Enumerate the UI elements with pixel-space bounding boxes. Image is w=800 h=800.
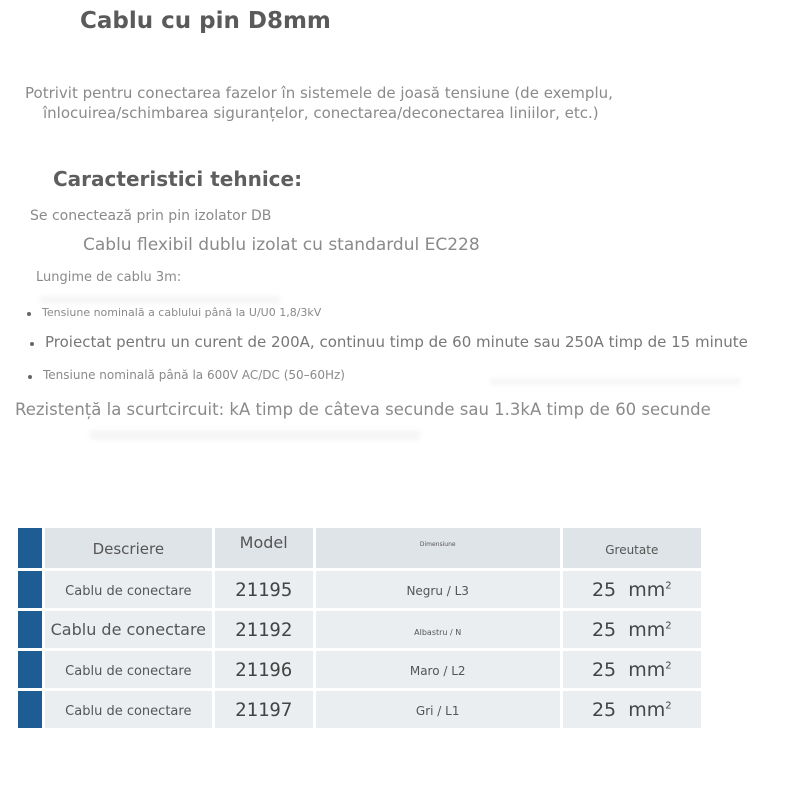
table-header-row xyxy=(18,528,704,571)
faded-text-artifact xyxy=(90,430,420,440)
intro-line-2: înlocuirea/schimbarea siguranțelor, conectarea/deconectarea liniilor, etc.) xyxy=(43,104,599,122)
product-table xyxy=(18,528,704,731)
cell-model: 21196 xyxy=(215,651,316,691)
cell-dimension: Albastru / N xyxy=(316,611,563,651)
table-row xyxy=(18,571,704,611)
cell-weight: 25 $mm^2$ xyxy=(563,651,704,691)
row-accent-bar xyxy=(18,571,45,611)
cell-weight: 25 $mm^2$ xyxy=(563,611,704,651)
header-model: Model xyxy=(215,528,316,571)
spec-item-cable-length: Lungime de cablu 3m: xyxy=(36,270,182,285)
specs-heading: Caracteristici tehnice: xyxy=(53,167,303,191)
cell-description: Cablu de conectare xyxy=(45,611,214,651)
spec-item-insulator-pin: Se conectează prin pin izolator DB xyxy=(30,208,272,224)
faded-text-artifact xyxy=(40,296,280,304)
row-accent-bar xyxy=(18,691,45,731)
table-row xyxy=(18,651,704,691)
cell-model: 21192 xyxy=(215,611,316,651)
header-dimension: Dimensiune xyxy=(316,528,563,571)
page-title: Cablu cu pin D8mm xyxy=(80,8,331,34)
cell-description: Cablu de conectare xyxy=(45,571,214,611)
row-accent-bar xyxy=(18,651,45,691)
table-row xyxy=(18,691,704,731)
cell-dimension: Maro / L2 xyxy=(316,651,563,691)
cell-model: 21195 xyxy=(215,571,316,611)
header-description: Descriere xyxy=(45,528,214,571)
intro-line-1: Potrivit pentru conectarea fazelor în sistemele de joasă tensiune (de exemplu, xyxy=(25,84,613,102)
spec-item-nominal-voltage-cable: Tensiune nominală a cablului până la U/U0 1,8/3kV xyxy=(42,306,322,319)
row-accent-bar xyxy=(18,528,45,571)
spec-item-nominal-voltage: Tensiune nominală până la 600V AC/DC (50–60Hz) xyxy=(43,368,345,382)
cell-weight: 25 $mm^2$ xyxy=(563,571,704,611)
cell-model: 21197 xyxy=(215,691,316,731)
spec-item-rated-current: Proiectat pentru un curent de 200A, continuu timp de 60 minute sau 250A timp de 15 minute xyxy=(45,333,748,351)
faded-text-artifact xyxy=(490,378,740,385)
table-row xyxy=(18,611,704,651)
spec-item-short-circuit: Rezistență la scurtcircuit: kA timp de câteva secunde sau 1.3kA timp de 60 secunde xyxy=(15,400,711,419)
cell-description: Cablu de conectare xyxy=(45,691,214,731)
header-weight: Greutate xyxy=(563,528,704,571)
cell-weight: 25 $mm^2$ xyxy=(563,691,704,731)
spec-item-cable-standard: Cablu flexibil dublu izolat cu standardul EC228 xyxy=(83,235,480,255)
cell-dimension: Negru / L3 xyxy=(316,571,563,611)
cell-description: Cablu de conectare xyxy=(45,651,214,691)
row-accent-bar xyxy=(18,611,45,651)
cell-dimension: Gri / L1 xyxy=(316,691,563,731)
